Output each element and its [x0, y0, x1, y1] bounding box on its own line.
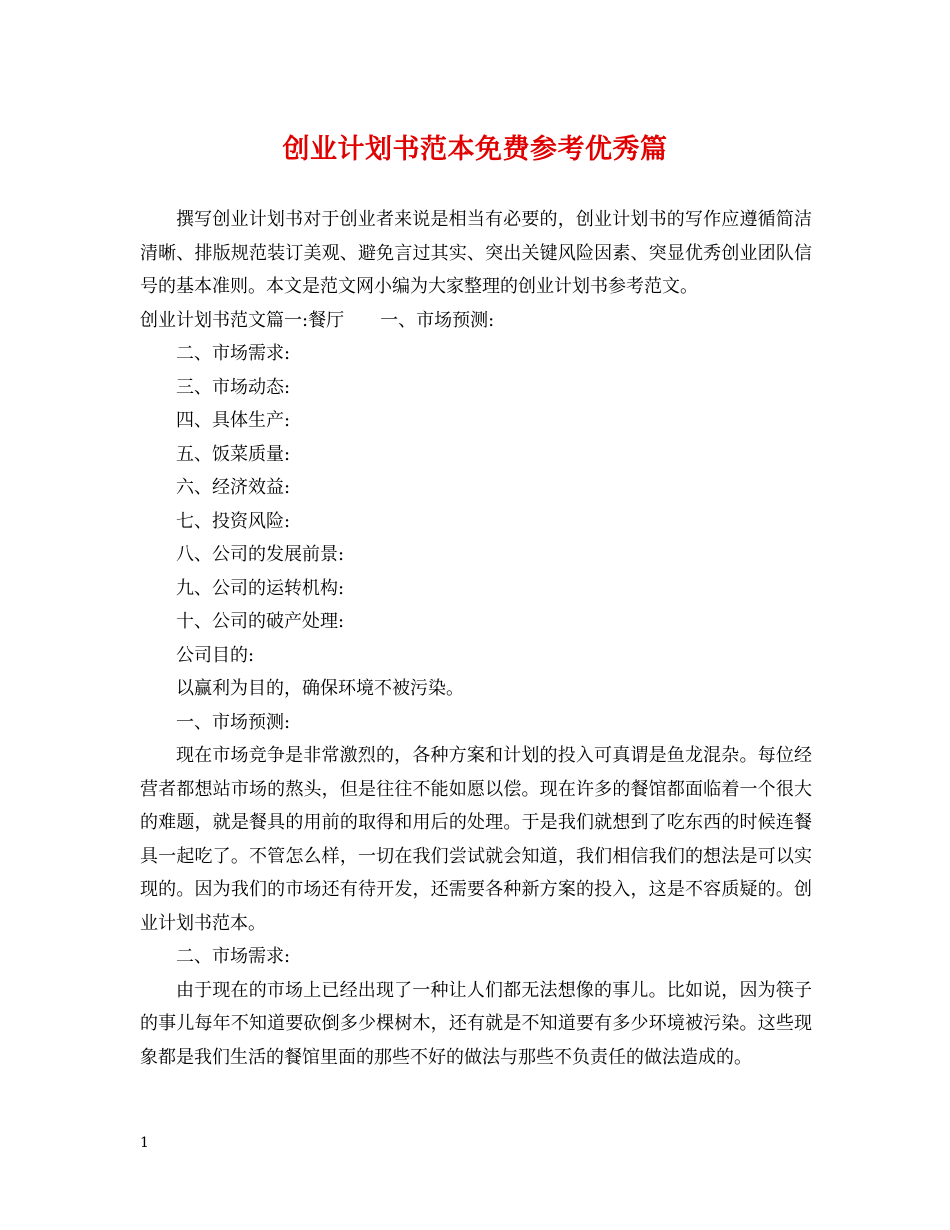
outline-item: 一、市场预测:: [176, 711, 291, 733]
outline-item: 五、饭菜质量:: [176, 443, 291, 465]
market-forecast-paragraph: 现在市场竞争是非常激烈的，各种方案和计划的投入可真谓是鱼龙混杂。每位经营者都想站市场的熬头，但是往往不能如愿以偿。现在许多的餐馆都面临着一个很大的难题，就是餐具的用前的取得和用后的处理。于是我们就想到了吃东西的时候连餐具一起吃了。不管怎么样，一切在我们尝试就会知道，我们相信我们的想法是可以实现的。因为我们的市场还有待开发，还需要各种新方案的投入，这是不容质疑的。创业计划书范本。: [140, 745, 812, 934]
section-first-item: 一、市场预测:: [380, 309, 495, 331]
outline-item: 公司目的:: [176, 644, 255, 666]
market-demand-paragraph: 由于现在的市场上已经出现了一种让人们都无法想像的事儿。比如说，因为筷子的事儿每年不知道要砍倒多少棵树木，还有就是不知道要有多少环境被污染。这些现象都是我们生活的餐馆里面的那些不好的做法与那些不负责任的做法造成的。: [140, 979, 812, 1068]
page-number: 1: [140, 1135, 149, 1151]
intro-paragraph: 撰写创业计划书对于创业者来说是相当有必要的，创业计划书的写作应遵循简洁清晰、排版规范装订美观、避免言过其实、突出关键风险因素、突显优秀创业团队信号的基本准则。本文是范文网小编为大家整理的创业计划书参考范文。: [140, 209, 812, 297]
outline-list: [140, 337, 812, 739]
document-body: [140, 203, 812, 1074]
market-demand-heading: 二、市场需求:: [176, 946, 291, 967]
outline-item: 九、公司的运转机构:: [176, 577, 345, 599]
section-label: 创业计划书范文篇一:餐厅: [140, 309, 345, 331]
outline-item: 六、经济效益:: [176, 477, 291, 498]
section-heading-line: [140, 304, 812, 338]
outline-item: 十、公司的破产处理:: [176, 611, 345, 632]
outline-item: 三、市场动态:: [176, 376, 291, 398]
outline-item: 七、投资风险:: [176, 510, 291, 532]
outline-item: 以赢利为目的，确保环境不被污染。: [176, 678, 464, 699]
document-title: 创业计划书范本免费参考优秀篇: [282, 134, 668, 165]
outline-item: 四、具体生产:: [176, 410, 291, 431]
outline-item: 二、市场需求:: [176, 343, 291, 364]
outline-item: 八、公司的发展前景:: [176, 544, 345, 565]
